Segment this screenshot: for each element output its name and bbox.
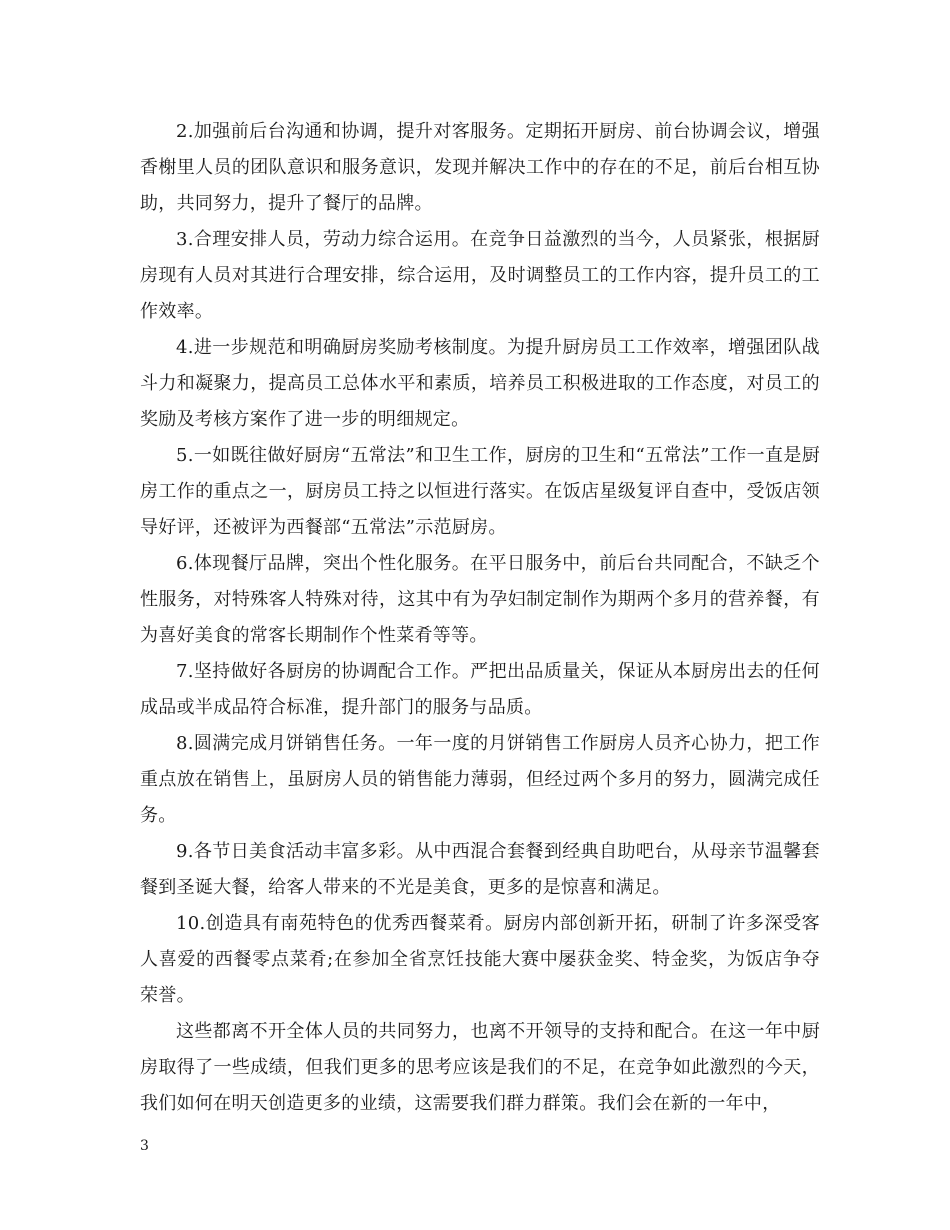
- paragraph-item-8: 8.圆满完成月饼销售任务。一年一度的月饼销售工作厨房人员齐心协力，把工作重点放在销售上，虽厨房人员的销售能力薄弱，但经过两个多月的努力，圆满完成任务。: [140, 733, 820, 826]
- paragraph-summary: 这些都离不开全体人员的共同努力，也离不开领导的支持和配合。在这一年中厨房取得了一些成绩，但我们更多的思考应该是我们的不足，在竞争如此激烈的今天，我们如何在明天创造更多的业绩，这需要我们群力群策。我们会在新的一年中，: [140, 1021, 820, 1114]
- page-number: 3: [140, 1138, 149, 1154]
- paragraph-item-2: 2.加强前后台沟通和协调，提升对客服务。定期拓开厨房、前台协调会议，增强香榭里人员的团队意识和服务意识，发现并解决工作中的存在的不足，前后台相互协助，共同努力，提升了餐厅的品牌。: [140, 121, 820, 214]
- paragraph-item-4: 4.进一步规范和明确厨房奖励考核制度。为提升厨房员工工作效率，增强团队战斗力和凝聚力，提高员工总体水平和素质，培养员工积极进取的工作态度，对员工的奖励及考核方案作了进一步的明细规定。: [140, 337, 820, 430]
- paragraph-item-5: 5.一如既往做好厨房“五常法”和卫生工作，厨房的卫生和“五常法”工作一直是厨房工作的重点之一，厨房员工持之以恒进行落实。在饭店星级复评自查中，受饭店领导好评，还被评为西餐部“五常法”示范厨房。: [140, 445, 820, 538]
- paragraph-item-3: 3.合理安排人员，劳动力综合运用。在竞争日益激烈的当今，人员紧张，根据厨房现有人员对其进行合理安排，综合运用，及时调整员工的工作内容，提升员工的工作效率。: [140, 229, 820, 322]
- body-text: [140, 114, 820, 1122]
- paragraph-item-9: 9.各节日美食活动丰富多彩。从中西混合套餐到经典自助吧台，从母亲节温馨套餐到圣诞大餐，给客人带来的不光是美食，更多的是惊喜和满足。: [140, 841, 820, 898]
- paragraph-item-6: 6.体现餐厅品牌，突出个性化服务。在平日服务中，前后台共同配合，不缺乏个性服务，对特殊客人特殊对待，这其中有为孕妇制定制作为期两个多月的营养餐，有为喜好美食的常客长期制作个性菜肴等等。: [140, 553, 820, 646]
- paragraph-item-7: 7.坚持做好各厨房的协调配合工作。严把出品质量关，保证从本厨房出去的任何成品或半成品符合标准，提升部门的服务与品质。: [140, 661, 820, 718]
- paragraph-item-10: 10.创造具有南苑特色的优秀西餐菜肴。厨房内部创新开拓，研制了许多深受客人喜爱的西餐零点菜肴;在参加全省烹饪技能大赛中屡获金奖、特金奖，为饭店争夺荣誉。: [140, 913, 820, 1006]
